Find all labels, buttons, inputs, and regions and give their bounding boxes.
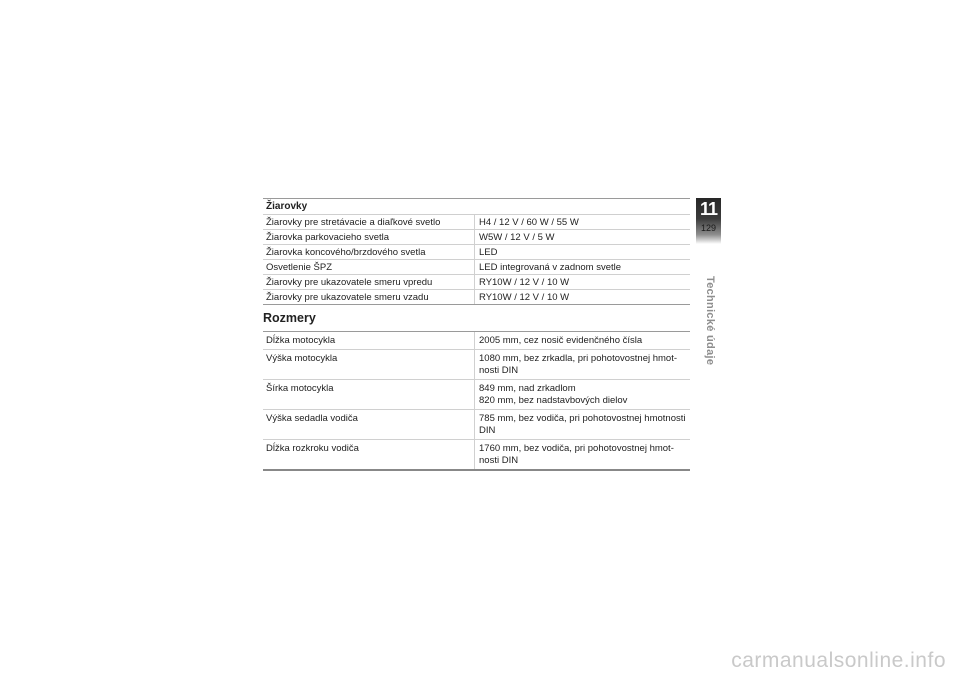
table-cell-label: Dĺžka rozkroku vodiča xyxy=(263,440,475,469)
table-cell-label: Výška motocykla xyxy=(263,350,475,379)
watermark: carmanualsonline.info xyxy=(731,649,946,672)
chapter-number: 11 xyxy=(699,199,718,219)
page-number: 129 xyxy=(700,223,717,233)
table-cell-value: LED integrovaná v zadnom svetle xyxy=(479,262,622,273)
table-cell-value: RY10W / 12 V / 10 W xyxy=(479,292,570,303)
table-row xyxy=(263,380,690,410)
section-title-dimensions: Rozmery xyxy=(263,311,316,325)
table-cell-value: 1080 mm, bez zrkadla, pri pohotovostnej hmot- nosti DIN xyxy=(479,353,678,376)
table-cell-label: Žiarovky pre ukazovatele smeru vpredu xyxy=(263,275,475,289)
table-cell-label: Osvetlenie ŠPZ xyxy=(263,260,475,274)
table-cell-label: Žiarovka koncového/brzdového svetla xyxy=(263,245,475,259)
table-cell-label: Žiarovky pre ukazovatele smeru vzadu xyxy=(263,290,475,304)
table-cell-value: 1760 mm, bez vodiča, pri pohotovostnej hmot- nosti DIN xyxy=(479,443,674,466)
chapter-side-label: Technické údaje xyxy=(704,276,716,366)
table-row xyxy=(263,260,690,275)
table-cell-value: W5W / 12 V / 5 W xyxy=(479,232,555,243)
table-cell-value: 849 mm, nad zrkadlom 820 mm, bez nadstavbových dielov xyxy=(479,383,628,406)
table-cell-label: Výška sedadla vodiča xyxy=(263,410,475,439)
table-cell-label: Šírka motocykla xyxy=(263,380,475,409)
bulbs-table-title: Žiarovky xyxy=(263,198,690,215)
table-cell-label: Žiarovky pre stretávacie a diaľkové svetlo xyxy=(263,215,475,229)
table-row xyxy=(263,230,690,245)
table-row xyxy=(263,440,690,471)
table-cell-value: 2005 mm, cez nosič evidenčného čísla xyxy=(479,335,643,346)
table-row xyxy=(263,350,690,380)
table-row xyxy=(263,245,690,260)
table-cell-value: LED xyxy=(479,247,498,258)
chapter-tab xyxy=(696,198,721,244)
table-row xyxy=(263,332,690,350)
table-row xyxy=(263,215,690,230)
table-row xyxy=(263,290,690,305)
table-row xyxy=(263,410,690,440)
dimensions-table xyxy=(263,331,690,471)
bulbs-table xyxy=(263,198,690,305)
table-cell-label: Žiarovka parkovacieho svetla xyxy=(263,230,475,244)
table-cell-value: RY10W / 12 V / 10 W xyxy=(479,277,570,288)
table-row xyxy=(263,275,690,290)
table-cell-value: H4 / 12 V / 60 W / 55 W xyxy=(479,217,579,228)
table-cell-label: Dĺžka motocykla xyxy=(263,332,475,349)
table-cell-value: 785 mm, bez vodiča, pri pohotovostnej hmotnosti DIN xyxy=(479,413,686,436)
